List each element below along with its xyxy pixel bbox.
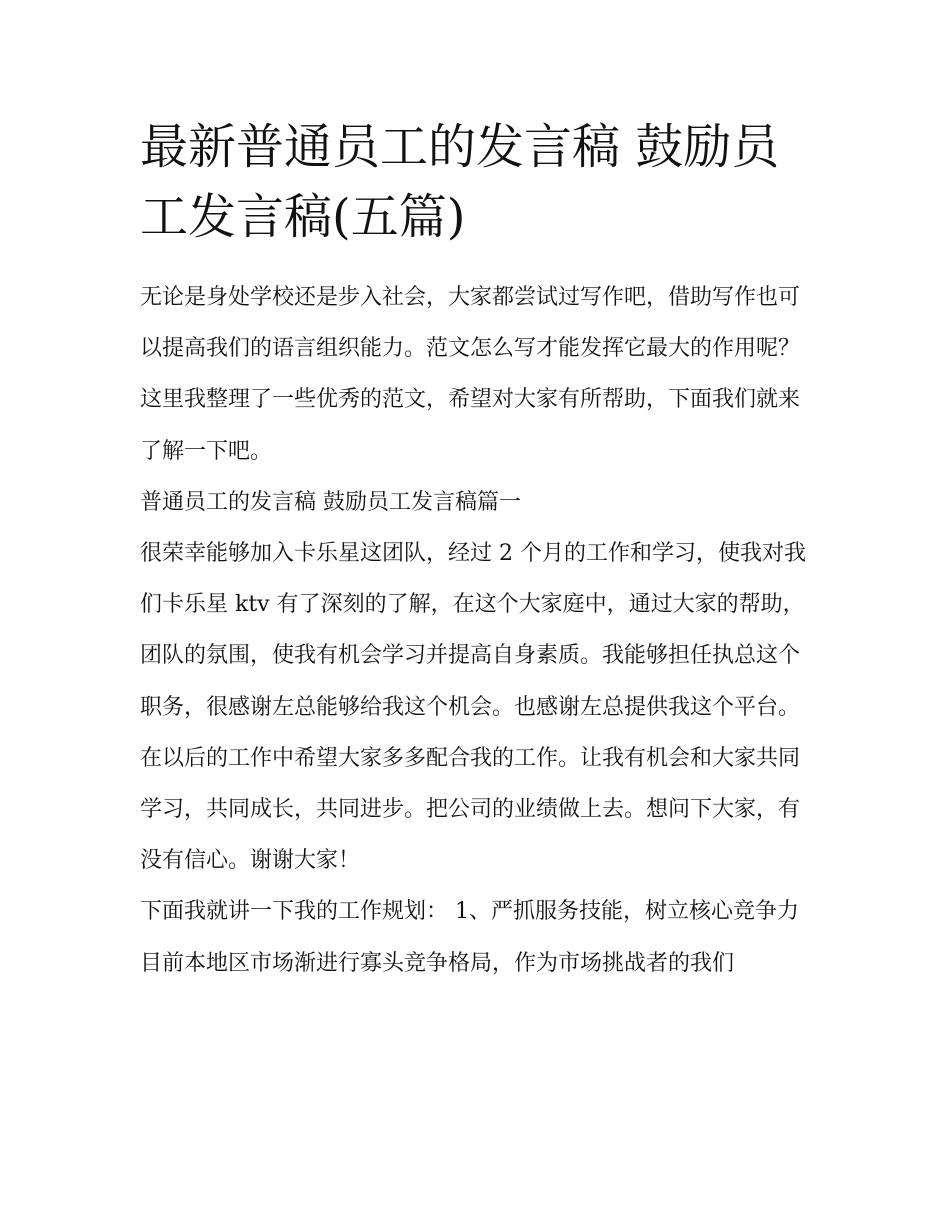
market-paragraph: 目前本地区市场渐进行寡头竞争格局，作为市场挑战者的我们 [140, 950, 735, 976]
document-title: 最新普通员工的发言稿 鼓励员工发言稿(五篇) [140, 119, 780, 245]
speech-paragraph: 很荣幸能够加入卡乐星这团队，经过 2 个月的工作和学习，使我对我们卡乐星 ktv 有了深刻的了解，在这个大家庭中，通过大家的帮助，团队的氛围，使我有机会学习并提高自身素质。我能够担任执总这个职务，很感谢左总能够给我这个机会。也感谢左总提供我这个平台。在以后的工作中希望大家多多配合我的工作。让我有机会和大家共同学习，共同成长，共同进步。把公司的业绩做上去。想问下大家，有没有信心。谢谢大家！ [140, 541, 806, 874]
title-spacing [140, 252, 820, 272]
section-heading: 普通员工的发言稿 鼓励员工发言稿篇一 [140, 489, 521, 515]
intro-paragraph: 无论是身处学校还是步入社会，大家都尝试过写作吧，借助写作也可以提高我们的语言组织能力。范文怎么写才能发挥它最大的作用呢？这里我整理了一些优秀的范文，希望对大家有所帮助，下面我们就来了解一下吧。 [140, 285, 801, 464]
document-body [140, 112, 820, 989]
work-plan-paragraph: 下面我就讲一下我的工作规划： 1、严抓服务技能，树立核心竞争力 [140, 899, 799, 925]
